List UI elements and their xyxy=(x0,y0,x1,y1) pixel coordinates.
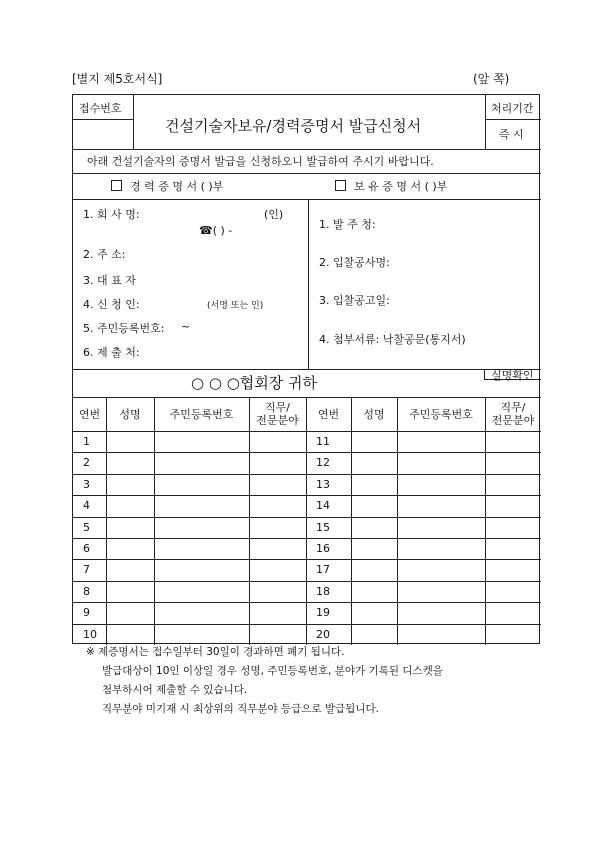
note-line: ※ 제증명서는 접수일부터 30일이 경과하면 폐기 됩니다. xyxy=(86,646,345,658)
resident-number-label: 5. 주민등록번호: xyxy=(83,322,165,335)
table-header: 연번 xyxy=(317,407,340,421)
row-number: 12 xyxy=(316,456,330,470)
row-number: 17 xyxy=(316,563,330,577)
row-number: 7 xyxy=(83,563,90,577)
holding-checkbox[interactable] xyxy=(335,180,346,191)
form-number: [별지 제5호서식] xyxy=(72,72,163,86)
row-number: 19 xyxy=(316,606,330,620)
row-number: 18 xyxy=(316,584,330,598)
phone-icon: ☎ xyxy=(199,224,213,237)
row-number: 16 xyxy=(316,542,330,555)
identity-verification: 실명확인 xyxy=(491,369,534,382)
phone-field: ☎( ) - xyxy=(199,224,233,237)
row-number: 20 xyxy=(316,627,330,641)
application-form xyxy=(72,94,540,644)
processing-period-value: 즉 시 xyxy=(499,128,524,141)
form-title: 건설기술자보유/경력증명서 발급신청서 xyxy=(165,117,422,135)
address-label: 2. 주 소: xyxy=(83,248,126,261)
row-number: 14 xyxy=(316,499,330,513)
note-line: 직무분야 미기재 시 최상위의 직무분야 등급으로 발급됩니다. xyxy=(102,703,379,715)
row-number: 8 xyxy=(83,584,90,598)
intro-text: 아래 건설기술자의 증명서 발급을 신청하오니 발급하여 주시기 바랍니다. xyxy=(87,155,434,168)
row-number: 11 xyxy=(316,435,330,448)
career-checkbox[interactable] xyxy=(111,180,122,191)
ceo-label: 3. 대 표 자 xyxy=(83,274,136,287)
note-line: 첨부하시어 제출할 수 있습니다. xyxy=(102,684,248,696)
row-number: 10 xyxy=(83,627,97,641)
requester-signature: (서명 또는 인) xyxy=(207,301,264,311)
row-number: 2 xyxy=(83,456,90,470)
table-header: 직무/ 전문분야 xyxy=(256,401,299,427)
holding-certificate-option[interactable]: 보 유 증 명 서 ( )부 xyxy=(335,178,447,194)
client-label: 1. 발 주 청: xyxy=(319,218,376,231)
notes xyxy=(86,643,443,719)
table-header: 직무/ 전문분야 xyxy=(491,401,535,427)
career-certificate-option[interactable]: 경 력 증 명 서 ( )부 xyxy=(111,178,223,194)
resident-number-tilde: ~ xyxy=(181,320,191,333)
processing-period-label: 처리기간 xyxy=(491,102,534,115)
table-header: 성명 xyxy=(363,407,385,421)
attachments-label: 4. 첨부서류: 낙찰공문(통지서) xyxy=(319,333,466,346)
row-number: 1 xyxy=(83,435,90,448)
company-seal: (인) xyxy=(264,208,284,221)
company-name-label: 1. 회 사 명: xyxy=(83,208,140,221)
submit-to-label: 6. 제 출 처: xyxy=(83,346,140,359)
row-number: 6 xyxy=(83,542,90,555)
requester-label: 4. 신 청 인: xyxy=(83,298,140,311)
page-side: (앞 쪽) xyxy=(473,72,510,86)
addressee: ○ ○ ○협회장 귀하 xyxy=(191,374,318,392)
row-number: 4 xyxy=(83,499,90,513)
bid-date-label: 3. 입찰공고일: xyxy=(319,294,390,307)
row-number: 9 xyxy=(83,606,90,620)
note-line: 발급대상이 10인 이상일 경우 성명, 주민등록번호, 분야가 기록된 디스켓을 xyxy=(102,665,443,677)
row-number: 5 xyxy=(83,520,90,534)
table-header: 주민등록번호 xyxy=(409,407,473,421)
bid-name-label: 2. 입찰공사명: xyxy=(319,256,390,269)
receipt-number-label: 접수번호 xyxy=(79,102,122,115)
table-header: 주민등록번호 xyxy=(169,407,234,421)
table-header: 성명 xyxy=(119,407,141,421)
row-number: 13 xyxy=(316,477,330,491)
table-header: 연번 xyxy=(78,407,101,421)
row-number: 3 xyxy=(83,477,90,491)
row-number: 15 xyxy=(316,520,330,534)
